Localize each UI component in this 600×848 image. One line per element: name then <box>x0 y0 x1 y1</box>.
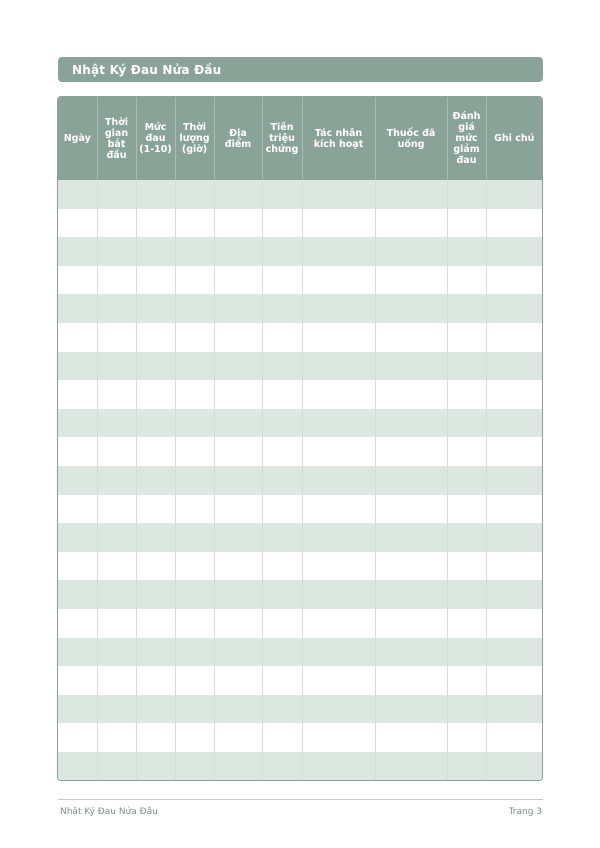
table-cell[interactable] <box>302 237 375 266</box>
table-cell[interactable] <box>97 552 136 581</box>
table-cell[interactable] <box>214 723 262 752</box>
table-cell[interactable] <box>97 266 136 295</box>
table-cell[interactable] <box>175 666 214 695</box>
table-cell[interactable] <box>214 266 262 295</box>
table-cell[interactable] <box>447 266 486 295</box>
footer-divider <box>58 799 543 800</box>
table-cell[interactable] <box>97 352 136 381</box>
table-cell[interactable] <box>97 523 136 552</box>
table-cell[interactable] <box>214 552 262 581</box>
table-cell[interactable] <box>175 495 214 524</box>
table-cell[interactable] <box>214 437 262 466</box>
table-cell[interactable] <box>375 638 447 667</box>
table-cell[interactable] <box>58 180 97 209</box>
table-cell[interactable] <box>262 552 302 581</box>
table-cell[interactable] <box>302 466 375 495</box>
table-cell[interactable] <box>262 466 302 495</box>
table-cell[interactable] <box>214 695 262 724</box>
table-cell[interactable] <box>136 609 175 638</box>
table-cell[interactable] <box>486 695 542 724</box>
table-cell[interactable] <box>58 723 97 752</box>
table-cell[interactable] <box>175 409 214 438</box>
table-row <box>58 695 542 724</box>
table-cell[interactable] <box>214 352 262 381</box>
table-cell[interactable] <box>447 323 486 352</box>
table-cell[interactable] <box>302 409 375 438</box>
table-cell[interactable] <box>262 580 302 609</box>
table-cell[interactable] <box>447 666 486 695</box>
table-cell[interactable] <box>97 209 136 238</box>
table-cell[interactable] <box>262 523 302 552</box>
table-cell[interactable] <box>262 752 302 781</box>
table-cell[interactable] <box>58 437 97 466</box>
column-header-duration: Thời lượng (giờ) <box>175 97 214 180</box>
table-cell[interactable] <box>136 666 175 695</box>
column-header-date: Ngày <box>58 97 97 180</box>
table-cell[interactable] <box>447 180 486 209</box>
table-cell[interactable] <box>136 209 175 238</box>
table-cell[interactable] <box>486 237 542 266</box>
table-cell[interactable] <box>486 609 542 638</box>
table-cell[interactable] <box>136 180 175 209</box>
table-cell[interactable] <box>375 609 447 638</box>
table-row <box>58 437 542 466</box>
column-header-start-time: Thời gian bắt đầu <box>97 97 136 180</box>
table-row <box>58 752 542 781</box>
column-header-location: Địa điểm <box>214 97 262 180</box>
table-cell[interactable] <box>262 638 302 667</box>
table-cell[interactable] <box>375 495 447 524</box>
table-cell[interactable] <box>447 437 486 466</box>
table-cell[interactable] <box>58 323 97 352</box>
table-cell[interactable] <box>58 666 97 695</box>
table-cell[interactable] <box>447 552 486 581</box>
table-row <box>58 723 542 752</box>
table-cell[interactable] <box>136 466 175 495</box>
table-cell[interactable] <box>302 695 375 724</box>
table-cell[interactable] <box>97 466 136 495</box>
table-cell[interactable] <box>447 352 486 381</box>
table-cell[interactable] <box>175 466 214 495</box>
table-cell[interactable] <box>136 266 175 295</box>
table-cell[interactable] <box>97 752 136 781</box>
table-cell[interactable] <box>262 723 302 752</box>
table-cell[interactable] <box>262 209 302 238</box>
table-cell[interactable] <box>486 380 542 409</box>
footer-page-number: Trang 3 <box>508 807 542 817</box>
table-cell[interactable] <box>175 723 214 752</box>
table-cell[interactable] <box>214 380 262 409</box>
column-header-aura: Tiền triệu chứng <box>262 97 302 180</box>
table-cell[interactable] <box>486 209 542 238</box>
table-cell[interactable] <box>262 666 302 695</box>
table-cell[interactable] <box>175 552 214 581</box>
table-cell[interactable] <box>486 638 542 667</box>
table-header-row <box>58 97 542 180</box>
table-cell[interactable] <box>97 237 136 266</box>
table-cell[interactable] <box>375 723 447 752</box>
table-cell[interactable] <box>486 437 542 466</box>
table-cell[interactable] <box>58 294 97 323</box>
table-row <box>58 237 542 266</box>
table-cell[interactable] <box>302 352 375 381</box>
table-cell[interactable] <box>375 380 447 409</box>
table-cell[interactable] <box>375 323 447 352</box>
table-cell[interactable] <box>97 723 136 752</box>
table-cell[interactable] <box>486 409 542 438</box>
table-cell[interactable] <box>136 323 175 352</box>
table-cell[interactable] <box>97 580 136 609</box>
table-cell[interactable] <box>302 323 375 352</box>
table-cell[interactable] <box>58 352 97 381</box>
table-cell[interactable] <box>175 437 214 466</box>
table-cell[interactable] <box>447 237 486 266</box>
column-header-relief-rating: Đánh giá mức giảm đau <box>447 97 486 180</box>
table-cell[interactable] <box>302 437 375 466</box>
table-cell[interactable] <box>214 180 262 209</box>
table-cell[interactable] <box>136 380 175 409</box>
table-cell[interactable] <box>302 294 375 323</box>
table-cell[interactable] <box>58 266 97 295</box>
table-cell[interactable] <box>175 209 214 238</box>
table-cell[interactable] <box>175 294 214 323</box>
table-cell[interactable] <box>375 752 447 781</box>
table-row <box>58 666 542 695</box>
table-cell[interactable] <box>302 723 375 752</box>
table-cell[interactable] <box>262 266 302 295</box>
table-cell[interactable] <box>58 523 97 552</box>
table-cell[interactable] <box>447 523 486 552</box>
table-cell[interactable] <box>486 180 542 209</box>
table-cell[interactable] <box>486 352 542 381</box>
table-cell[interactable] <box>486 752 542 781</box>
table-cell[interactable] <box>375 294 447 323</box>
table-cell[interactable] <box>175 695 214 724</box>
migraine-log-table <box>57 96 543 781</box>
table-cell[interactable] <box>302 180 375 209</box>
table-row <box>58 209 542 238</box>
table-cell[interactable] <box>58 409 97 438</box>
table-row <box>58 580 542 609</box>
table-cell[interactable] <box>262 237 302 266</box>
table-cell[interactable] <box>136 580 175 609</box>
table-cell[interactable] <box>175 180 214 209</box>
table-cell[interactable] <box>486 323 542 352</box>
table-body <box>58 180 542 780</box>
table-row <box>58 409 542 438</box>
table-row <box>58 294 542 323</box>
table-cell[interactable] <box>375 695 447 724</box>
table-cell[interactable] <box>175 380 214 409</box>
table-cell[interactable] <box>375 209 447 238</box>
table-cell[interactable] <box>175 323 214 352</box>
table-cell[interactable] <box>58 466 97 495</box>
table-cell[interactable] <box>136 294 175 323</box>
table-cell[interactable] <box>214 209 262 238</box>
table-cell[interactable] <box>486 666 542 695</box>
table-cell[interactable] <box>447 466 486 495</box>
table-cell[interactable] <box>486 523 542 552</box>
table-cell[interactable] <box>375 266 447 295</box>
table-cell[interactable] <box>136 523 175 552</box>
table-cell[interactable] <box>214 237 262 266</box>
table-cell[interactable] <box>175 752 214 781</box>
table-cell[interactable] <box>136 638 175 667</box>
table-cell[interactable] <box>447 609 486 638</box>
table-row <box>58 466 542 495</box>
table-cell[interactable] <box>486 723 542 752</box>
table-cell[interactable] <box>262 180 302 209</box>
table-cell[interactable] <box>214 523 262 552</box>
table-row <box>58 323 542 352</box>
table-cell[interactable] <box>214 609 262 638</box>
table-cell[interactable] <box>486 294 542 323</box>
table-cell[interactable] <box>136 495 175 524</box>
table-cell[interactable] <box>486 266 542 295</box>
table-cell[interactable] <box>214 638 262 667</box>
table-cell[interactable] <box>175 523 214 552</box>
table-cell[interactable] <box>214 409 262 438</box>
table-cell[interactable] <box>175 638 214 667</box>
table-cell[interactable] <box>375 409 447 438</box>
table-cell[interactable] <box>262 352 302 381</box>
table-cell[interactable] <box>58 237 97 266</box>
table-cell[interactable] <box>302 380 375 409</box>
table-cell[interactable] <box>58 380 97 409</box>
table-cell[interactable] <box>136 237 175 266</box>
table-cell[interactable] <box>486 495 542 524</box>
table-cell[interactable] <box>486 580 542 609</box>
table-cell[interactable] <box>375 180 447 209</box>
table-cell[interactable] <box>375 352 447 381</box>
table-row <box>58 552 542 581</box>
document-title: Nhật Ký Đau Nửa Đầu <box>72 62 222 77</box>
table-cell[interactable] <box>302 666 375 695</box>
table-cell[interactable] <box>447 495 486 524</box>
table-cell[interactable] <box>58 495 97 524</box>
table-cell[interactable] <box>375 666 447 695</box>
table-cell[interactable] <box>97 437 136 466</box>
table-cell[interactable] <box>262 380 302 409</box>
table-cell[interactable] <box>214 294 262 323</box>
table-cell[interactable] <box>97 380 136 409</box>
table-cell[interactable] <box>97 294 136 323</box>
table-cell[interactable] <box>175 266 214 295</box>
table-row <box>58 609 542 638</box>
table-cell[interactable] <box>262 437 302 466</box>
table-cell[interactable] <box>375 523 447 552</box>
table-cell[interactable] <box>136 437 175 466</box>
table-cell[interactable] <box>175 352 214 381</box>
table-cell[interactable] <box>58 580 97 609</box>
table-cell[interactable] <box>97 409 136 438</box>
table-cell[interactable] <box>375 437 447 466</box>
table-cell[interactable] <box>302 266 375 295</box>
table-cell[interactable] <box>447 294 486 323</box>
table-cell[interactable] <box>58 752 97 781</box>
table-cell[interactable] <box>58 638 97 667</box>
table-cell[interactable] <box>375 552 447 581</box>
table-row <box>58 380 542 409</box>
table-row <box>58 523 542 552</box>
table-cell[interactable] <box>97 323 136 352</box>
table-cell[interactable] <box>97 180 136 209</box>
table-cell[interactable] <box>486 466 542 495</box>
table-cell[interactable] <box>136 752 175 781</box>
table-cell[interactable] <box>58 209 97 238</box>
table-cell[interactable] <box>175 609 214 638</box>
table-cell[interactable] <box>262 609 302 638</box>
table-cell[interactable] <box>97 695 136 724</box>
table-cell[interactable] <box>97 495 136 524</box>
table-cell[interactable] <box>375 237 447 266</box>
table-cell[interactable] <box>302 552 375 581</box>
table-cell[interactable] <box>302 209 375 238</box>
table-cell[interactable] <box>175 237 214 266</box>
table-cell[interactable] <box>302 752 375 781</box>
table-cell[interactable] <box>447 409 486 438</box>
table-row <box>58 352 542 381</box>
table-cell[interactable] <box>486 552 542 581</box>
table-cell[interactable] <box>214 466 262 495</box>
table-cell[interactable] <box>302 609 375 638</box>
table-cell[interactable] <box>136 723 175 752</box>
table-cell[interactable] <box>214 323 262 352</box>
table-cell[interactable] <box>97 638 136 667</box>
column-header-notes: Ghi chú <box>486 97 542 180</box>
table-cell[interactable] <box>375 580 447 609</box>
table-cell[interactable] <box>447 638 486 667</box>
table-cell[interactable] <box>302 580 375 609</box>
table-row <box>58 180 542 209</box>
table-cell[interactable] <box>136 695 175 724</box>
table-cell[interactable] <box>262 695 302 724</box>
table-cell[interactable] <box>262 495 302 524</box>
table-cell[interactable] <box>302 523 375 552</box>
column-header-medication: Thuốc đã uống <box>375 97 447 180</box>
table-cell[interactable] <box>58 695 97 724</box>
document-title-bar <box>58 57 543 82</box>
table-cell[interactable] <box>447 695 486 724</box>
table-cell[interactable] <box>214 580 262 609</box>
footer-document-name: Nhật Ký Đau Nửa Đầu <box>60 807 158 817</box>
table-cell[interactable] <box>447 209 486 238</box>
table-cell[interactable] <box>447 752 486 781</box>
table-cell[interactable] <box>175 580 214 609</box>
table-cell[interactable] <box>262 294 302 323</box>
column-header-triggers: Tác nhân kích hoạt <box>302 97 375 180</box>
table-cell[interactable] <box>136 352 175 381</box>
table-cell[interactable] <box>214 752 262 781</box>
table-cell[interactable] <box>262 323 302 352</box>
table-cell[interactable] <box>58 609 97 638</box>
column-header-pain-level: Mức đau (1-10) <box>136 97 175 180</box>
table-cell[interactable] <box>262 409 302 438</box>
table-cell[interactable] <box>214 666 262 695</box>
table-row <box>58 638 542 667</box>
table-cell[interactable] <box>302 495 375 524</box>
table-cell[interactable] <box>447 723 486 752</box>
table-cell[interactable] <box>375 466 447 495</box>
table-cell[interactable] <box>302 638 375 667</box>
table-cell[interactable] <box>214 495 262 524</box>
table-row <box>58 495 542 524</box>
table-cell[interactable] <box>58 552 97 581</box>
table-row <box>58 266 542 295</box>
table-cell[interactable] <box>97 609 136 638</box>
table-cell[interactable] <box>447 380 486 409</box>
table-cell[interactable] <box>447 580 486 609</box>
table-cell[interactable] <box>136 409 175 438</box>
table-cell[interactable] <box>97 666 136 695</box>
table-cell[interactable] <box>136 552 175 581</box>
